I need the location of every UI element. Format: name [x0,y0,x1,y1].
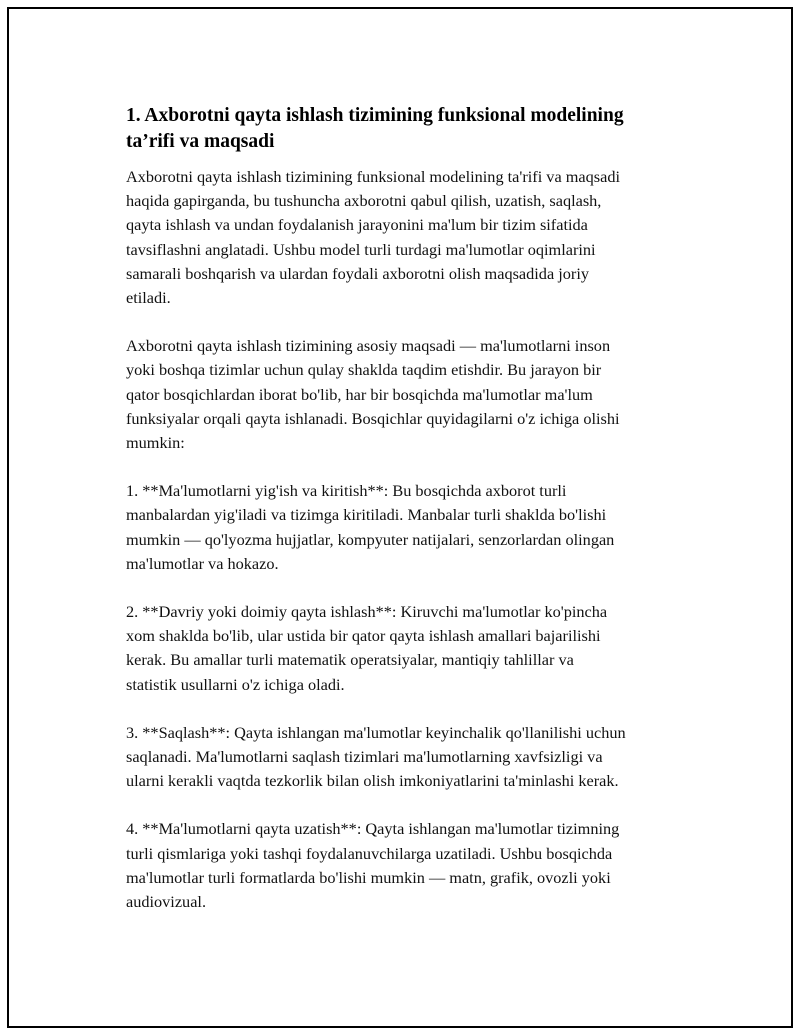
paragraph-definition: Axborotni qayta ishlash tizimining funksional modelining ta'rifi va maqsadi haqida gapirganda, bu tushuncha axborotni qabul qilish, uzatish, saqlash, qayta ishlash va undan foydalanish jarayonini ma'lum bir tizim sifatida tavsiflashni anglatadi. Ushbu model turli turdagi ma'lumotlar oqimlarini samarali boshqarish va ulardan foydali axborotni olish maqsadida joriy etiladi. [126,167,621,308]
paragraph-main-goal: Axborotni qayta ishlash tizimining asosiy maqsadi — ma'lumotlarni inson yoki boshqa tizimlar uchun qulay shaklda taqdim etishdir. Bu jarayon bir qator bosqichlardan iborat bo'lib, har bir bosqichda ma'lumotlar ma'lum funksiyalar orqali qayta ishlanadi. Bosqichlar quyidagilarni o'z ichiga olishi mumkin: [126,336,620,453]
document-body [126,103,696,938]
paragraph-step-process: 2. **Davriy yoki doimiy qayta ishlash**: Kiruvchi ma'lumotlar ko'pincha xom shaklda bo'lib, ular ustida bir qator qayta ishlash amallari bajarilishi kerak. Bu amallar turli matematik operatsiyalar, mantiqiy tahlillar va statistik usullarni o'z ichiga oladi. [126,602,608,694]
paragraph-step-transmit: 4. **Ma'lumotlarni qayta uzatish**: Qayta ishlangan ma'lumotlar tizimning turli qismlariga yoki tashqi foydalanuvchilarga uzatiladi. Ushbu bosqichda ma'lumotlar turli formatlarda bo'lishi mumkin — matn, grafik, ovozli yoki audiovizual. [126,819,620,912]
page-frame [7,7,793,1028]
paragraph-step-collect: 1. **Ma'lumotlarni yig'ish va kiritish**: Bu bosqichda axborot turli manbalardan yig'iladi va tizimga kiritiladi. Manbalar turli shaklda bo'lishi mumkin — qo'lyozma hujjatlar, kompyuter natijalari, senzorlardan olingan ma'lumotlar va hokazo. [126,481,615,573]
section-heading: 1. Axborotni qayta ishlash tizimining funksional modelining ta’rifi va maqsadi [126,105,624,152]
paragraph-step-store: 3. **Saqlash**: Qayta ishlangan ma'lumotlar keyinchalik qo'llanilishi uchun saqlanadi. Ma'lumotlarni saqlash tizimlari ma'lumotlarning xavfsizligi va ularni kerakli vaqtda tezkorlik bilan olish imkoniyatlarini ta'minlashi kerak. [126,722,626,791]
